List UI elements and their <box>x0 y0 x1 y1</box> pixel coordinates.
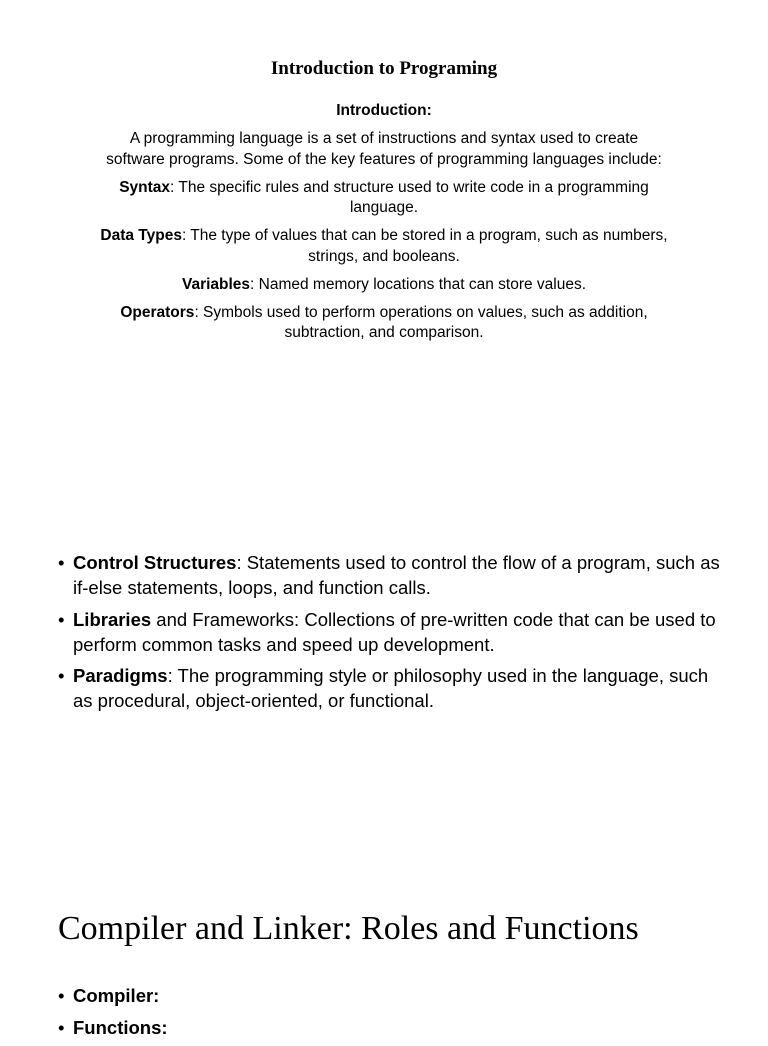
feature-term: Syntax <box>119 178 171 196</box>
feature-operators <box>100 303 668 344</box>
intro-heading-text: Introduction: <box>336 102 432 119</box>
bullet-icon: • <box>58 665 65 686</box>
feature-data-types <box>100 226 668 267</box>
list-item-functions <box>58 1015 728 1040</box>
feature-desc: : The specific rules and structure used to write code in a programming language. <box>170 178 649 216</box>
feature-variables <box>100 275 668 296</box>
slide-features-list <box>58 550 728 720</box>
page-title: Introduction to Programing <box>270 58 498 79</box>
bullet-icon: • <box>58 985 65 1006</box>
list-item-term: Compiler: <box>73 985 160 1006</box>
list-item-libraries <box>58 607 728 657</box>
list-item-term: Control Structures <box>73 552 237 573</box>
compiler-list <box>58 983 728 1046</box>
intro-body <box>100 101 668 351</box>
list-item-term: Paradigms <box>73 665 168 686</box>
intro-heading <box>100 101 668 122</box>
bullet-icon: • <box>58 552 65 573</box>
list-item-term: Libraries <box>73 608 152 630</box>
list-item-paradigms <box>58 663 728 713</box>
bullet-icon: • <box>58 608 65 630</box>
list-item-desc: : The programming style or philosophy used in the language, such as procedural, object-oriented, or functional. <box>73 665 709 711</box>
feature-term: Variables <box>181 275 251 293</box>
feature-term: Data Types <box>100 227 182 244</box>
list-item-control-structures <box>58 550 728 600</box>
list-item-desc: : Statements used to control the flow of a program, such as if-else statements, loops, and function calls. <box>73 552 720 598</box>
feature-term: Operators <box>120 303 195 321</box>
feature-desc: : Symbols used to perform operations on values, such as addition, subtraction, and comparison. <box>194 303 648 341</box>
list-item-term: Functions: <box>73 1016 168 1038</box>
bullet-icon: • <box>58 1016 65 1038</box>
list-item-compiler <box>58 983 728 1008</box>
feature-desc: : Named memory locations that can store values. <box>250 275 587 293</box>
section-title: Compiler and Linker: Roles and Functions <box>58 910 639 947</box>
feature-desc: : The type of values that can be stored in a program, such as numbers, strings, and booleans. <box>181 227 668 265</box>
list-item-desc: and Frameworks: Collections of pre-written code that can be used to perform common tasks and speed up development. <box>73 608 716 655</box>
intro-paragraph: A programming language is a set of instructions and syntax used to create software programs. Some of the key features of programming languages include: <box>106 130 662 168</box>
feature-syntax <box>100 178 668 219</box>
